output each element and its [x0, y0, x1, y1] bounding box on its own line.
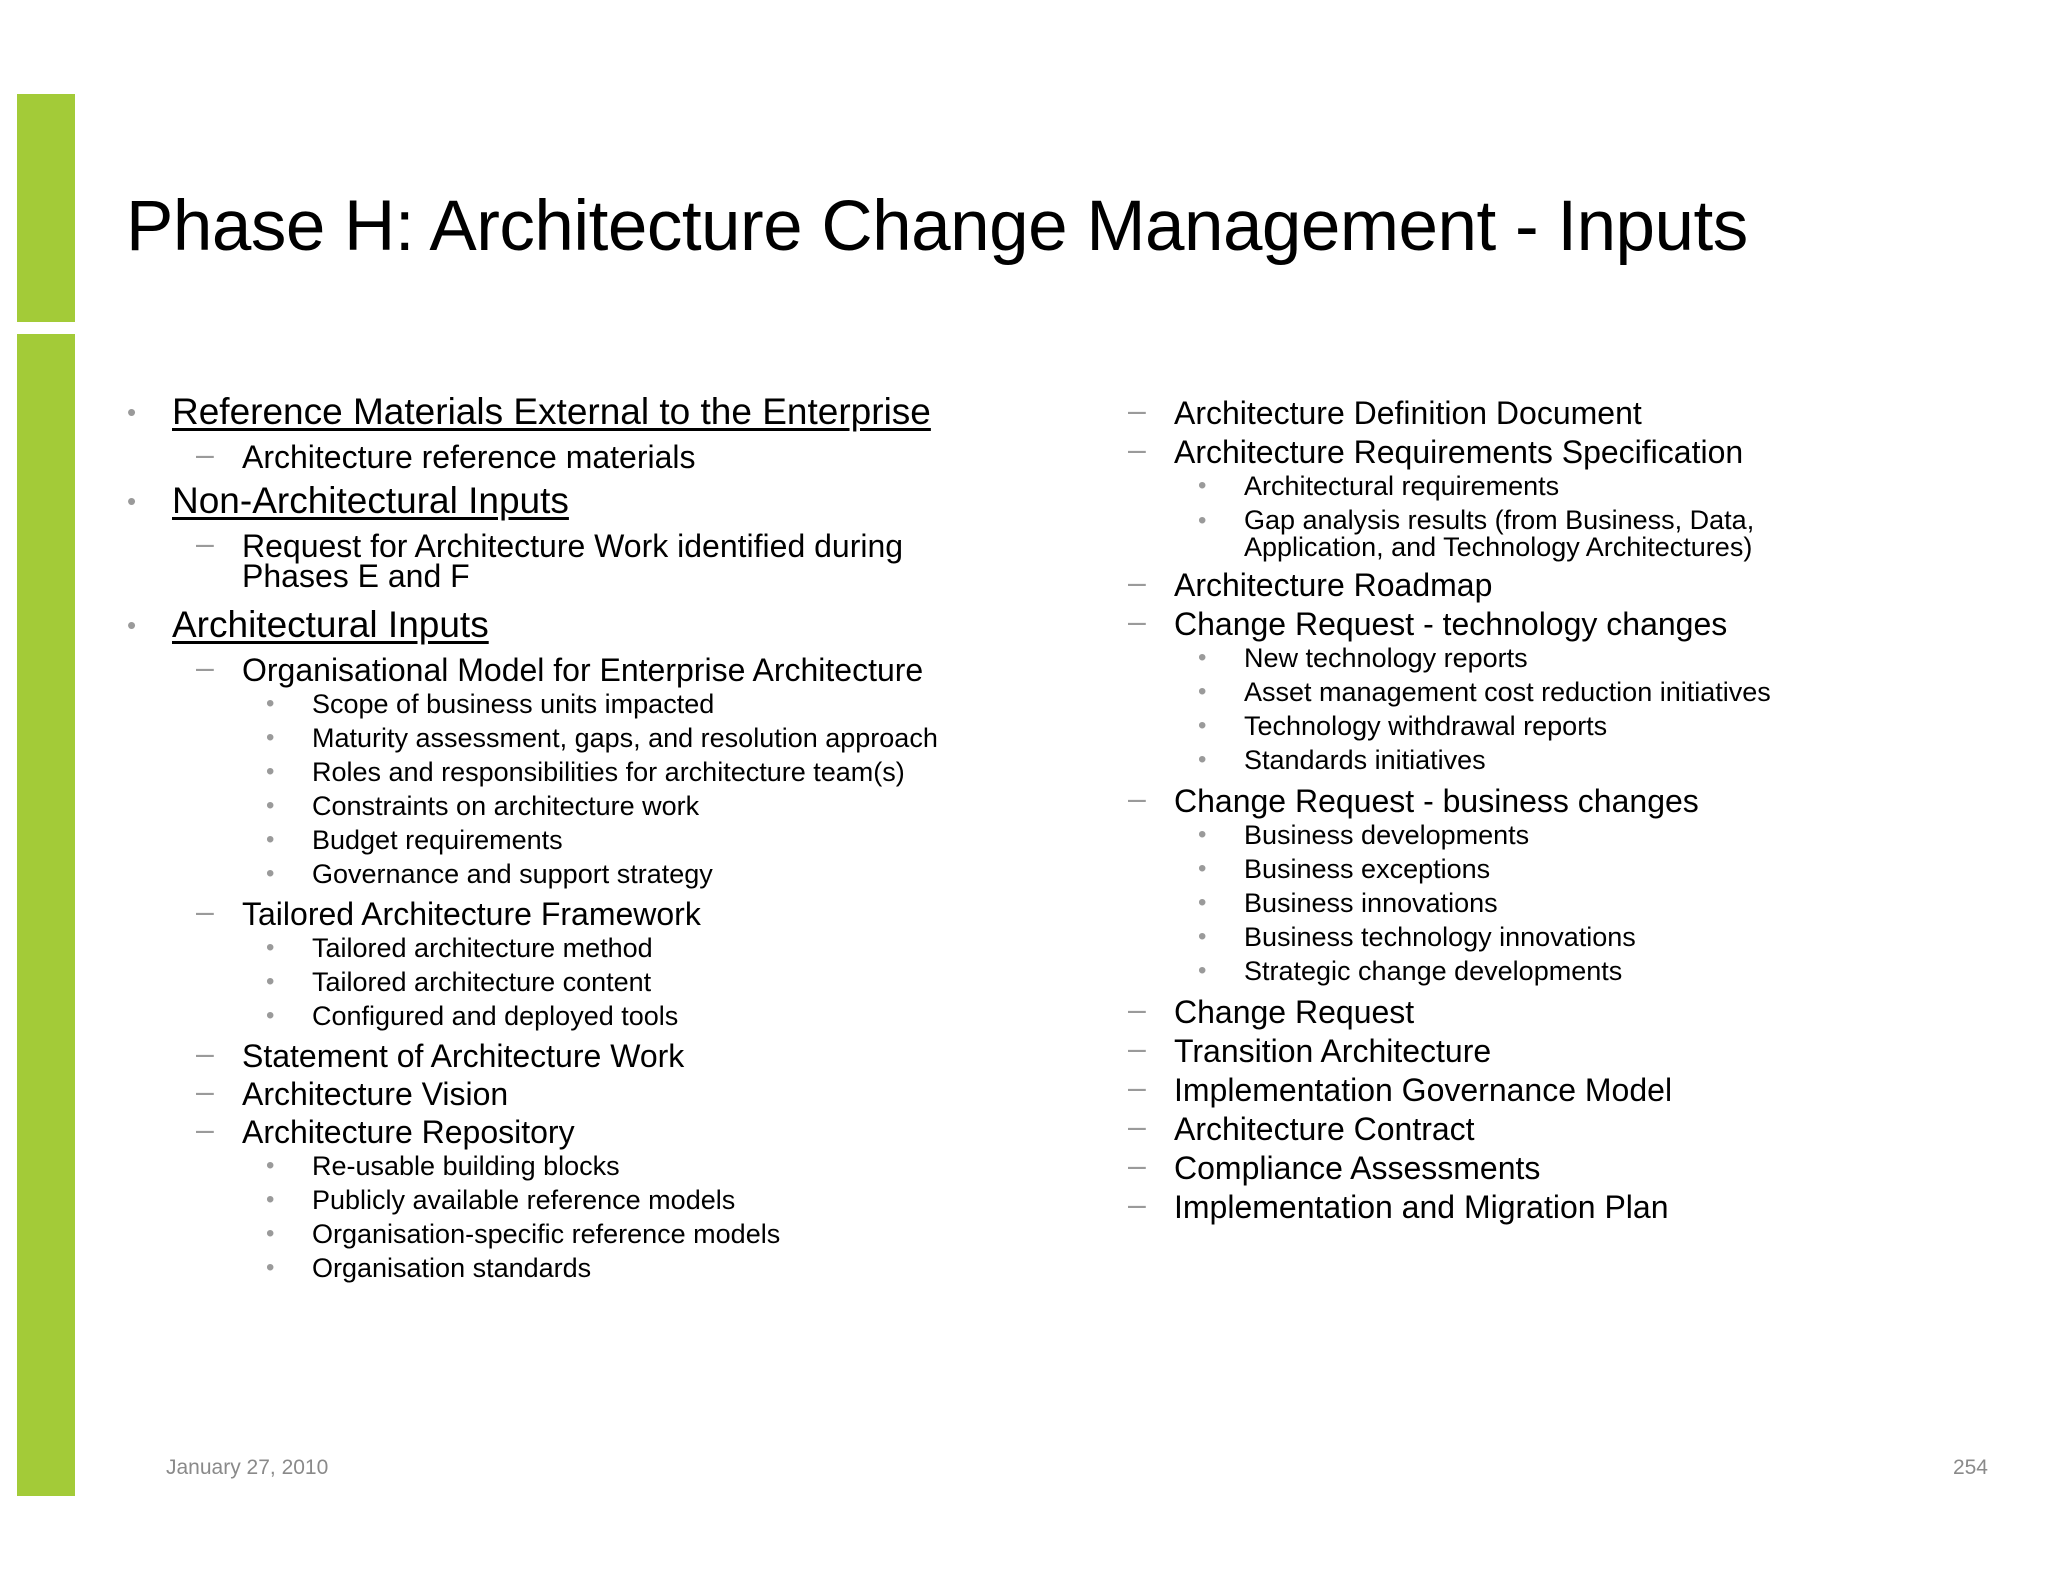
sub-item-label: Scope of business units impacted — [312, 689, 715, 719]
list-item-cr-business — [1124, 780, 2004, 819]
sub-item-label: Constraints on architecture work — [312, 791, 700, 821]
sub-item — [126, 999, 1086, 1033]
dash-marker: – — [196, 1073, 214, 1109]
sub-item-label: Organisation-specific reference models — [312, 1219, 781, 1249]
sub-item — [126, 857, 1086, 891]
item-label: Architecture Roadmap — [1174, 567, 1493, 603]
bullet-marker: • — [266, 1186, 275, 1213]
list-item-org-model — [126, 649, 1086, 688]
item-label: Architecture Vision — [242, 1076, 509, 1112]
item-label: Architecture reference materials — [242, 439, 696, 475]
dash-marker: – — [196, 525, 214, 561]
slide-title: Phase H: Architecture Change Management - Inputs — [126, 187, 1748, 266]
sub-item-label: New technology reports — [1244, 643, 1528, 673]
item-label: Architecture Requirements Specification — [1174, 434, 1744, 470]
bullet-marker: • — [266, 860, 275, 887]
sub-item-label: Technology withdrawal reports — [1244, 711, 1608, 741]
sub-item-label: Asset management cost reduction initiatives — [1244, 677, 1771, 707]
bullet-marker: • — [1198, 678, 1207, 705]
bullet-marker: • — [266, 826, 275, 853]
sub-item — [126, 789, 1086, 823]
bullet-marker: • — [127, 486, 137, 516]
bullet-marker: • — [1198, 855, 1207, 882]
item-label: Architecture Repository — [242, 1114, 575, 1150]
dash-marker: – — [196, 649, 214, 685]
bullet-marker: • — [1198, 712, 1207, 739]
sub-item-label: Re-usable building blocks — [312, 1151, 620, 1181]
bullet-marker: • — [1198, 957, 1207, 984]
list-item — [1124, 1030, 2004, 1069]
item-label: Implementation Governance Model — [1174, 1072, 1673, 1108]
list-item-repository — [126, 1111, 1086, 1150]
sub-item — [1124, 920, 2004, 954]
bullet-marker: • — [266, 1002, 275, 1029]
bullet-marker: • — [266, 1220, 275, 1247]
sub-item-label: Tailored architecture method — [312, 933, 653, 963]
sub-item — [1124, 641, 2004, 675]
bullet-marker: • — [266, 968, 275, 995]
sub-item — [1124, 886, 2004, 920]
item-label: Tailored Architecture Framework — [242, 896, 701, 932]
list-item-roadmap — [1124, 564, 2004, 603]
right-list — [1124, 392, 2004, 1225]
item-label: Transition Architecture — [1174, 1033, 1492, 1069]
dash-marker: – — [1128, 1147, 1146, 1183]
bullet-marker: • — [1198, 889, 1207, 916]
dash-marker: – — [1128, 392, 1146, 428]
sub-item-label: Business developments — [1244, 820, 1530, 850]
item-label: Compliance Assessments — [1174, 1150, 1541, 1186]
sub-item — [126, 687, 1086, 721]
dash-marker: – — [1128, 431, 1146, 467]
section-heading: Architectural Inputs — [172, 604, 489, 645]
sub-item-label: Business innovations — [1244, 888, 1498, 918]
sub-item-label: Governance and support strategy — [312, 859, 713, 889]
list-item — [1124, 1147, 2004, 1186]
bullet-marker: • — [1198, 507, 1207, 534]
bullet-marker: • — [266, 1254, 275, 1281]
sub-item — [126, 965, 1086, 999]
bullet-marker: • — [1198, 472, 1207, 499]
sub-item-label: Roles and responsibilities for architecture team(s) — [312, 757, 905, 787]
sub-item — [126, 1183, 1086, 1217]
sub-item-label: Strategic change developments — [1244, 956, 1623, 986]
sub-item-label: Gap analysis results (from Business, Data, Application, and Technology Architectures) — [1244, 505, 1755, 562]
list-item-ars — [1124, 431, 2004, 470]
bullet-marker: • — [1198, 746, 1207, 773]
section-architectural-inputs — [126, 603, 1086, 647]
item-label: Implementation and Migration Plan — [1174, 1189, 1669, 1225]
sub-item-label: Budget requirements — [312, 825, 563, 855]
list-item — [1124, 991, 2004, 1030]
dash-marker: – — [1128, 991, 1146, 1027]
bullet-marker: • — [266, 724, 275, 751]
bullet-marker: • — [266, 792, 275, 819]
bullet-marker: • — [1198, 644, 1207, 671]
sub-item — [126, 1251, 1086, 1285]
item-label: Change Request - technology changes — [1174, 606, 1728, 642]
sub-item — [126, 1217, 1086, 1251]
bullet-marker: • — [266, 758, 275, 785]
item-label: Request for Architecture Work identified during Phases E and F — [242, 528, 904, 594]
list-item — [1124, 1108, 2004, 1147]
item-label: Change Request - business changes — [1174, 783, 1699, 819]
bullet-marker: • — [266, 690, 275, 717]
page-number: 254 — [1952, 1456, 1988, 1479]
dash-marker: – — [1128, 780, 1146, 816]
dash-marker: – — [1128, 564, 1146, 600]
dash-marker: – — [1128, 603, 1146, 639]
section-reference-materials — [126, 390, 1086, 434]
list-item-add — [1124, 392, 2004, 431]
list-item-vision — [126, 1073, 1086, 1112]
sub-item — [1124, 743, 2004, 777]
item-label: Statement of Architecture Work — [242, 1038, 685, 1074]
sub-item — [1124, 709, 2004, 743]
sub-item-label: Maturity assessment, gaps, and resolution approach — [312, 723, 938, 753]
bullet-marker: • — [127, 610, 137, 640]
sub-item-label: Business exceptions — [1244, 854, 1491, 884]
right-column — [1124, 390, 2004, 1225]
accent-bar-bottom — [17, 334, 75, 1496]
dash-marker: – — [1128, 1030, 1146, 1066]
left-list — [126, 390, 1086, 1285]
item-label: Architecture Definition Document — [1174, 395, 1642, 431]
sub-item — [126, 755, 1086, 789]
sub-item — [1124, 469, 2004, 503]
sub-item — [1124, 507, 2004, 561]
bullet-marker: • — [127, 397, 137, 427]
list-item-cr-tech — [1124, 603, 2004, 642]
sub-item — [126, 721, 1086, 755]
sub-item-label: Organisation standards — [312, 1253, 592, 1283]
list-item — [126, 436, 1086, 475]
bullet-marker: • — [1198, 821, 1207, 848]
sub-item-label: Publicly available reference models — [312, 1185, 736, 1215]
bullet-marker: • — [266, 1152, 275, 1179]
sub-item — [126, 931, 1086, 965]
sub-item-label: Configured and deployed tools — [312, 1001, 679, 1031]
dash-marker: – — [196, 893, 214, 929]
list-item-framework — [126, 893, 1086, 932]
bullet-marker: • — [266, 934, 275, 961]
list-item-statement — [126, 1035, 1086, 1074]
item-label: Change Request — [1174, 994, 1415, 1030]
item-label: Architecture Contract — [1174, 1111, 1475, 1147]
bullet-marker: • — [1198, 923, 1207, 950]
list-item — [1124, 1186, 2004, 1225]
sub-item-label: Standards initiatives — [1244, 745, 1486, 775]
sub-item-label: Architectural requirements — [1244, 471, 1560, 501]
left-column — [126, 390, 1086, 1285]
list-item — [126, 525, 1086, 594]
sub-item-label: Business technology innovations — [1244, 922, 1636, 952]
dash-marker: – — [196, 1111, 214, 1147]
sub-item — [126, 823, 1086, 857]
dash-marker: – — [1128, 1069, 1146, 1105]
sub-item — [1124, 954, 2004, 988]
dash-marker: – — [1128, 1108, 1146, 1144]
list-item — [1124, 1069, 2004, 1108]
dash-marker: – — [196, 1035, 214, 1071]
sub-item — [126, 1149, 1086, 1183]
accent-bar-top — [17, 94, 75, 322]
dash-marker: – — [1128, 1186, 1146, 1222]
sub-item — [1124, 852, 2004, 886]
sub-item — [1124, 818, 2004, 852]
section-non-architectural-inputs — [126, 479, 1086, 523]
dash-marker: – — [196, 436, 214, 472]
sub-item — [1124, 675, 2004, 709]
footer-date: January 27, 2010 — [166, 1456, 329, 1479]
item-label: Organisational Model for Enterprise Architecture — [242, 652, 924, 688]
section-heading: Non-Architectural Inputs — [172, 480, 569, 521]
sub-item-label: Tailored architecture content — [312, 967, 652, 997]
section-heading: Reference Materials External to the Enterprise — [172, 391, 931, 432]
